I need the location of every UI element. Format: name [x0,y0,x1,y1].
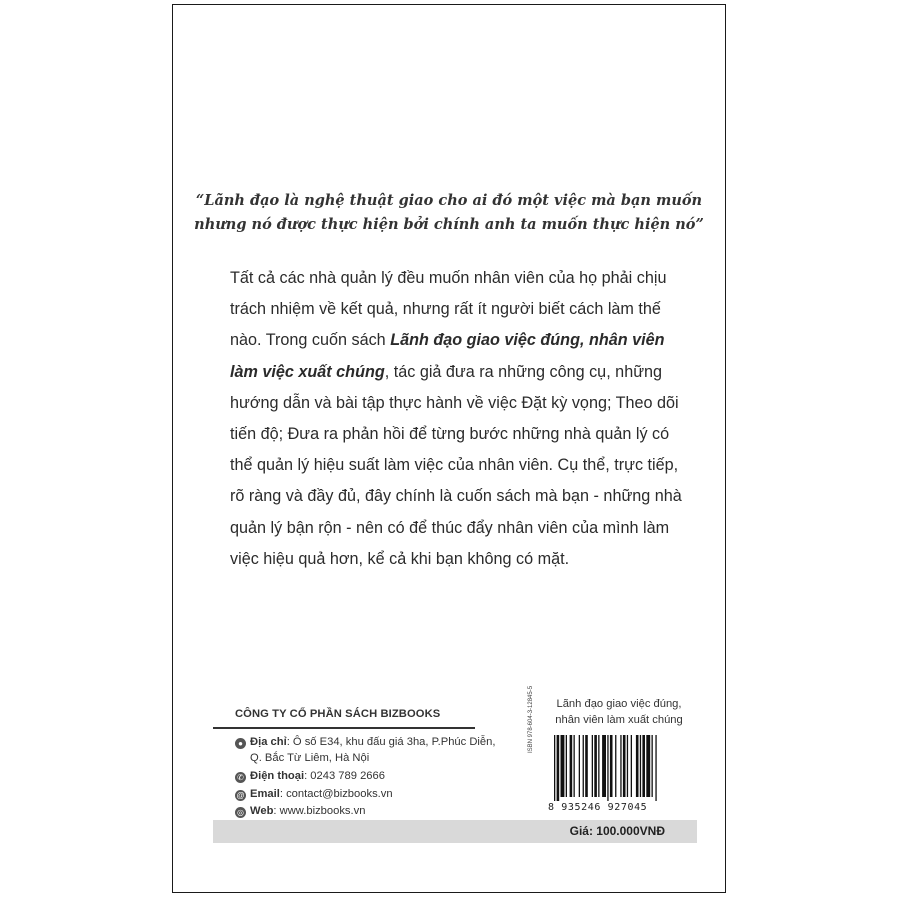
phone-row [235,768,385,784]
web-label: Web [250,805,274,817]
book-title-block [549,696,689,728]
phone-icon: ✆ [235,772,246,783]
quote-line: nhưng nó được thực hiện bởi chính anh ta muốn thực hiện nó” [194,216,704,233]
description-line [230,357,670,388]
address-text: : Ô số E34, khu đấu giá 3ha, P.Phúc Diễn, [286,736,496,748]
address-row [235,734,495,766]
description-line: trách nhiệm về kết quả, nhưng rất ít người biết cách làm thế [230,300,661,319]
book-back-cover [172,4,726,893]
description-line: hướng dẫn và bài tập thực hành về việc Đặt kỳ vọng; Theo dõi [230,393,679,412]
divider [213,727,475,729]
web-address: : www.bizbooks.vn [273,805,366,817]
cover-quote [173,189,725,237]
description-line: việc hiệu quả hơn, kể cả khi bạn không có mặt. [230,549,570,568]
description-paragraph [230,263,682,575]
isbn-side-text: ISBN 978-604-3-12845-5 [528,685,534,753]
description-text: nào. Trong cuốn sách [230,331,391,350]
book-title-line: Lãnh đạo giao việc đúng, [556,698,682,710]
description-line: Tất cả các nhà quản lý đều muốn nhân viên của họ phải chịu [230,269,667,287]
location-pin-icon: ● [235,738,246,749]
description-line: tiến độ; Đưa ra phản hồi để từng bước những nhà quản lý có [230,425,670,444]
email-address: : contact@bizbooks.vn [279,788,393,800]
book-title-inline: làm việc xuất chúng [230,362,385,381]
address-label: Địa chỉ [250,736,287,748]
description-line: thể quản lý hiệu suất làm việc của nhân viên. Cụ thể, trực tiếp, [230,456,679,475]
email-row [235,786,393,802]
phone-number: : 0243 789 2666 [304,770,385,782]
price-label: Giá: 100.000VNĐ [569,824,665,838]
publisher-name: CÔNG TY CỔ PHẦN SÁCH BIZBOOKS [235,708,441,720]
description-line: quản lý bận rộn - nên có để thúc đẩy nhân viên của mình làm [230,518,670,537]
description-line: rõ ràng và đầy đủ, đây chính là cuốn sách mà bạn - những nhà [230,487,682,506]
email-icon: @ [236,791,245,800]
phone-label: Điện thoại [250,770,305,782]
quote-line: “Lãnh đạo là nghệ thuật giao cho ai đó một việc mà bạn muốn [195,192,703,209]
barcode-number: 8 935246 927045 [548,802,648,813]
address-text: Q. Bắc Từ Liêm, Hà Nội [250,752,370,764]
barcode-bars-icon [540,733,700,803]
book-title-inline: Lãnh đạo giao việc đúng, nhân viên [390,331,665,350]
globe-icon: ◎ [235,807,246,818]
email-label: Email [250,788,280,800]
description-text: , tác giả đưa ra những công cụ, những [384,362,663,381]
description-line [230,325,670,356]
book-title-line: nhân viên làm xuất chúng [555,714,683,726]
web-row [235,803,365,819]
